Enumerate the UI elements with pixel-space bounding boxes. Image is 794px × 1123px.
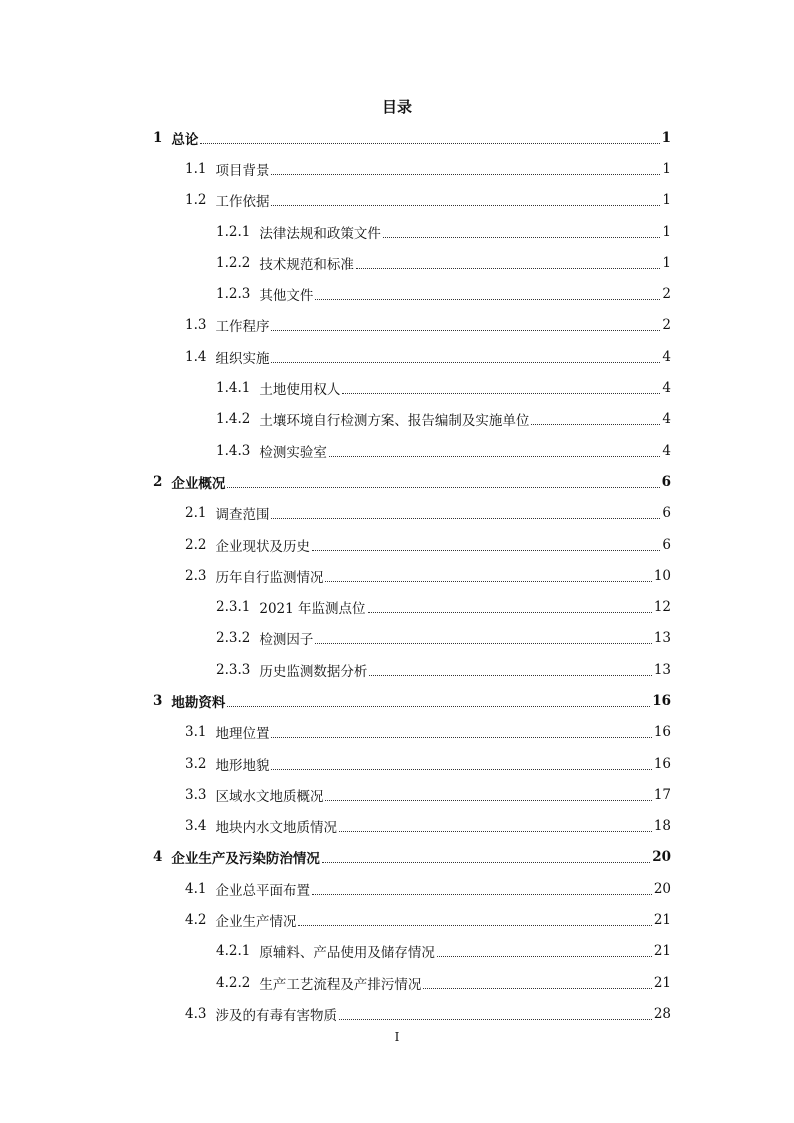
toc-entry-page: 10 [653,567,671,584]
toc-entry-title: 技术规范和标准 [259,256,354,273]
toc-dot-leader [342,392,660,394]
toc-entry-number: 1.3 [185,317,207,334]
toc-dot-leader [368,611,652,613]
toc-entry[interactable] [0,498,794,529]
toc-dot-leader [322,861,650,863]
toc-entry[interactable] [0,153,794,184]
toc-dot-leader [271,736,651,738]
toc-dot-leader [437,955,652,957]
toc-entry[interactable] [0,811,794,842]
toc-entry-page: 21 [653,974,671,991]
toc-entry-number: 4.2 [185,912,207,929]
toc-entry[interactable] [0,998,794,1029]
toc-entry-page: 13 [653,630,671,647]
toc-entry[interactable] [0,247,794,278]
toc-dot-leader [271,204,660,206]
toc-dot-leader [329,455,661,457]
toc-entry-number: 1.4.2 [216,411,251,428]
toc-entry-page: 16 [653,755,671,772]
toc-entry-page: 1 [662,192,671,209]
toc-entry[interactable] [0,435,794,466]
toc-entry-page: 4 [662,411,671,428]
toc-entry-number: 4.1 [185,880,207,897]
toc-entry-title: 地理位置 [215,726,270,743]
toc-entry-number: 2.3.3 [216,661,251,678]
toc-dot-leader [315,298,660,300]
toc-entry-number: 1.2.2 [216,254,251,271]
toc-entry-page: 1 [661,129,671,146]
toc-dot-leader [383,236,661,238]
toc-entry-title: 企业现状及历史 [215,538,310,555]
toc-entry-number: 3.3 [185,786,207,803]
toc-entry-number: 1 [153,129,163,146]
page-title: 目录 [381,98,412,116]
toc-entry-page: 18 [653,818,671,835]
toc-entry[interactable] [0,372,794,403]
toc-entry-title: 调查范围 [215,507,270,524]
toc-entry-title: 法律法规和政策文件 [259,225,381,242]
toc-entry-page: 21 [653,943,671,960]
toc-entry-page: 2 [662,317,671,334]
toc-entry[interactable] [0,936,794,967]
toc-entry-page: 6 [662,536,671,553]
toc-entry-number: 3 [153,692,163,709]
toc-entry-number: 2.3.1 [216,599,251,616]
toc-entry-number: 1.4.1 [216,380,251,397]
toc-entry-number: 3.2 [185,755,207,772]
toc-entry-page: 1 [662,223,671,240]
toc-entry-page: 21 [653,912,671,929]
toc-dot-leader [227,486,659,488]
toc-entry-page: 28 [653,1005,671,1022]
toc-dot-leader [339,1018,652,1020]
toc-entry-number: 1.2.1 [216,223,251,240]
toc-entry-page: 1 [662,254,671,271]
toc-dot-leader [298,924,651,926]
toc-entry-title: 原辅料、产品使用及储存情况 [259,945,435,962]
toc-entry-number: 1.2.3 [216,286,251,303]
toc-entry[interactable] [0,748,794,779]
toc-entry-title: 工作依据 [215,194,270,211]
toc-dot-leader [271,768,651,770]
page-number: I [394,1030,400,1044]
toc-entry[interactable] [0,310,794,341]
toc-entry[interactable] [0,278,794,309]
toc-entry-number: 2.3 [185,567,207,584]
toc-entry[interactable] [0,529,794,560]
toc-entry-page: 6 [661,473,671,490]
toc-entry[interactable] [0,560,794,591]
toc-entry[interactable] [0,654,794,685]
toc-entry-number: 1.2 [185,192,207,209]
toc-entry[interactable] [0,341,794,372]
toc-entry-page: 6 [662,505,671,522]
toc-dot-leader [271,361,660,363]
toc-entry-title: 项目背景 [215,162,270,179]
toc-entry-title: 历史监测数据分析 [259,663,368,680]
toc-entry-title: 涉及的有毒有害物质 [215,1007,337,1024]
toc-entry-number: 1.1 [185,160,207,177]
toc-entry-page: 2 [662,286,671,303]
toc-entry-number: 3.4 [185,818,207,835]
toc-dot-leader [339,830,652,832]
toc-entry-title: 总论 [171,131,199,148]
toc-dot-leader [271,517,660,519]
toc-entry[interactable] [0,779,794,810]
toc-entry-page: 1 [662,160,671,177]
toc-entry-title: 土壤环境自行检测方案、报告编制及实施单位 [259,413,530,430]
toc-dot-leader [423,987,651,989]
toc-entry-title: 检测因子 [259,632,314,649]
toc-entry-page: 12 [653,599,671,616]
toc-entry-number: 3.1 [185,724,207,741]
toc-entry-title: 历年自行监测情况 [215,569,324,586]
toc-entry-page: 4 [662,442,671,459]
toc-entry-title: 企业生产情况 [215,914,297,931]
toc-dot-leader [271,173,660,175]
toc-entry-page: 20 [653,880,671,897]
toc-entry-page: 20 [652,849,671,866]
toc-entry-title: 企业概况 [171,475,226,492]
toc-entry[interactable] [0,466,794,497]
toc-entry[interactable] [0,717,794,748]
toc-dot-leader [325,580,651,582]
toc-entry-page: 4 [662,348,671,365]
toc-dot-leader [271,329,660,331]
toc-entry-title: 地勘资料 [171,694,226,711]
toc-dot-leader [312,893,652,895]
toc-entry-number: 4.3 [185,1005,207,1022]
toc-dot-leader [356,267,661,269]
toc-entry-number: 4 [153,849,163,866]
toc-entry-page: 17 [653,786,671,803]
toc-entry-page: 13 [653,661,671,678]
toc-entry-page: 16 [653,724,671,741]
toc-dot-leader [369,674,651,676]
toc-entry-title: 2021 年监测点位 [259,601,366,618]
toc-entry-page: 16 [652,692,671,709]
toc-entry[interactable] [0,873,794,904]
toc-dot-leader [200,142,659,144]
toc-entry-title: 组织实施 [215,350,270,367]
toc-dot-leader [315,642,651,644]
toc-entry[interactable] [0,685,794,716]
toc-entry[interactable] [0,623,794,654]
toc-entry[interactable] [0,216,794,247]
toc-entry-number: 4.2.1 [216,943,251,960]
toc-entry-title: 检测实验室 [259,444,327,461]
toc-entry[interactable] [0,967,794,998]
toc-entry-title: 企业总平面布置 [215,882,310,899]
toc-entry-title: 其他文件 [259,288,314,305]
toc-entry-number: 1.4.3 [216,442,251,459]
toc-entry[interactable] [0,842,794,873]
toc-entry-page: 4 [662,380,671,397]
toc-entry[interactable] [0,591,794,622]
toc-entry-number: 1.4 [185,348,207,365]
toc-entry-title: 地块内水文地质情况 [215,820,337,837]
toc-entry-title: 区域水文地质概况 [215,788,324,805]
toc-dot-leader [325,799,651,801]
toc-dot-leader [531,423,660,425]
toc-entry[interactable] [0,904,794,935]
table-of-contents [0,122,794,1030]
toc-entry[interactable] [0,122,794,153]
toc-entry-number: 2 [153,473,163,490]
toc-entry-number: 2.2 [185,536,207,553]
toc-entry-number: 2.1 [185,505,207,522]
toc-entry-title: 工作程序 [215,319,270,336]
toc-dot-leader [227,705,650,707]
toc-entry-title: 生产工艺流程及产排污情况 [259,976,422,993]
toc-entry[interactable] [0,185,794,216]
toc-entry-title: 地形地貌 [215,757,270,774]
toc-entry[interactable] [0,404,794,435]
toc-dot-leader [312,549,660,551]
toc-entry-number: 2.3.2 [216,630,251,647]
toc-entry-title: 企业生产及污染防治情况 [171,851,320,868]
toc-entry-number: 4.2.2 [216,974,251,991]
toc-entry-title: 土地使用权人 [259,382,341,399]
